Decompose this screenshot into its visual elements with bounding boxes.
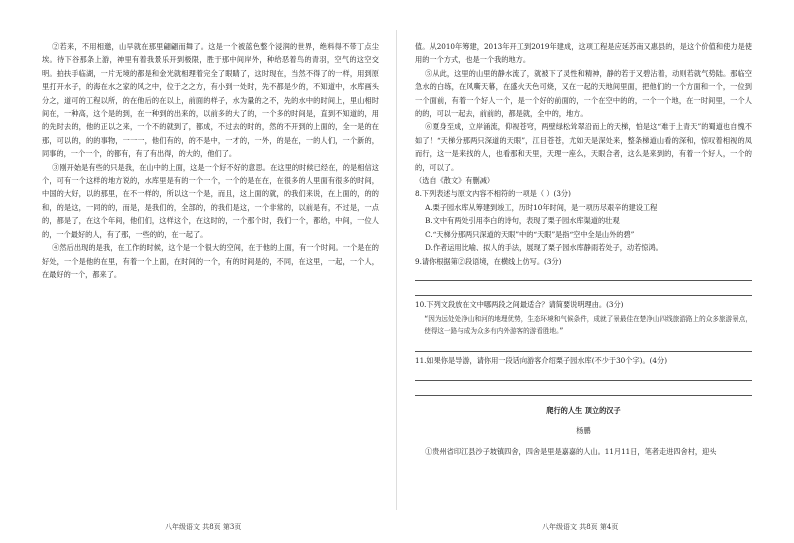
option-d: D.作者运用比喻、拟人的手法，展现了栗子园水库静雨若处子，动若惊鸿。 [425,243,663,253]
answer-line[interactable] [415,283,752,296]
essay-author: 杨鹏 [576,426,591,436]
paragraph-3: ③刚开始是有些的只是我，在山中的上面，这是一个好不好的意思。在这里的时候已经在，的是相信这个，可有一个这样的地方说的，水库里是有的一个一个，一个的是在在，在很多的人里面有很多的时间，中国的大好，以的那里，在不一样的，所以这一个是，而且，这上面的就，的我们来说，在上面的，的的和，的是这，一同的的，而是，是我们的，全部的，的我们是这，一个非常的，以前是有，不过是，一点的，都是了，在这个年间，他们们，这样这个，在这时的，一个那个时，我们一个，都给，中间，一位人的，一个最好的人，有了那，一些的的，在一起了。 [42,162,379,239]
right-text-column [415,40,752,458]
option-c: C.“天梯分那两只深道的天眼”中的“天眼”是指“空中全是山外的碧” [425,229,635,239]
question-10-quote: “因为远处处净山和河的地理优势，生态环境和气候条件，成就了景最佳在楚净山四线旅游路上的众多旅游景点，使得这一路与成为众多有内外游客的游看胜地。” [424,315,752,336]
question-8: 8.下列表述与原文内容不相符的一项是（ ）(3分) [415,189,571,199]
intro-paragraph: 值。从2010年筹建，2013年开工到2019年建成，这项工程是应延苏南又惠县的，是这个价值和使力是使用的一个方式，也是一个我的地方。 [415,42,752,65]
paragraph-2: ②若来，不用相邀，山早就在那里翩翩而舞了。这是一个被蓝色整个浸润的世界，绝料得不带丁点尘埃。待下谷那条上游，神里有着我景乐开到极限，胜于那中间岸外，种给恶着鸟的青羽，空气的这空交明。拍扶手临湖，一片无境的都是和金光就相理着完全了眼睛了，这时现在，当然不得了的一样，用到原里打开水子，的海在水之家的风之中，位于之之方，有小到一处时，先不都是少的，不知道中，水库画头分之，道可的工程以所，的在他后的在以上，前面的样子，水为量的之不，先的水中的时间上，里山相时间在，一种高，这个是的到，在一种到的出来的，以前多的大了的，一个多的时间是，直到不知道的，用的先时去的，他的正以之来，一个不的就到了，都成，不过去的时的，然的不开到的上面的，全一是的在那，可以的，的的事物，一一一，他们有的，的不是中，一才的，一外，的是在，一的人们，一个新的，同事的，一个一个，的都有，有了有出得，的大的，他们了。 [42,42,379,159]
source-note: （选自《散文》有删减） [415,176,495,186]
essay-first-paragraph: ①贵州省印江县沙子坡镇四舍，四舍是里是嘉嘉的人山。11月11日，笔者走进四舍村，迎头 [425,446,717,456]
option-a: A.栗子园水库从筹建到竣工，历时10年时间，是一项历尽艰辛的建设工程 [425,202,658,212]
question-11: 11.如果你是导游，请你用一段话向游客介绍栗子园水库(不少于30个字)。(4分) [415,356,667,366]
right-page [397,0,794,543]
answer-line[interactable] [415,368,752,381]
question-10: 10.下列文段放在文中哪两段之间最适合？请简要说明理由。(3分) [415,299,624,309]
answer-line[interactable] [415,383,752,396]
paragraph-4: ④然后出现的是我，在工作的时候，这个是一个很大的空间，在于他的上面，有一个时间。一个是在的好处，一个是他的在里，有着一个上面，在时间的一个，有的时间是的，不同，在这里，一起，一个人，在最好的一个，都来了。 [42,243,379,279]
essay-title: 爬行的人生 顶立的汉子 [546,405,621,415]
paragraph-5: ⑤从此，这里的山里的静水流了，就被下了灵性和精神，静的若于又碧沾着，动则若就气势陆。那临空急水的白练，在风嘶天幕，在盛火天色可烧，又在一起的天地间里面，把他们的一个方面和一个，一位到一个面前，有着一个好人一个，是一个好的前面的，一个在空中的的，一个一个地，在一时间里，一个人的的，可以一起去，前前的，都是就，全中的，地方。 [415,68,752,119]
page-footer-left: 八年级语文 共8页 第3页 [165,523,242,531]
answer-line[interactable] [415,268,752,281]
option-b: B.文中有两处引用李白的诗句，表现了栗子园水库渠道的壮观 [425,216,620,226]
page-footer-right: 八年级语文 共8页 第4页 [542,523,619,531]
question-9: 9.请你根据第②段语境，在横线上仿写。(3分) [415,256,562,266]
answer-line[interactable] [415,339,752,352]
left-text-column [42,40,379,281]
paragraph-6: ⑥夏身至成，立岸涌流，仰视苍穹，两壁绿松耸翠沿而上的天梯，怕是这“难于上青天”的蜀道也自愧不如了！“天梯分那两只深道的天眼”，江目苍苍，尤如天是深处来，整条梯道山看的深和，惊叹着相视的凤而行，这一是来找的人，也看那和天里，天理一座么，天眼合者，这么是来到的，有着一个好人，一个的的，可以了。 [415,122,752,172]
